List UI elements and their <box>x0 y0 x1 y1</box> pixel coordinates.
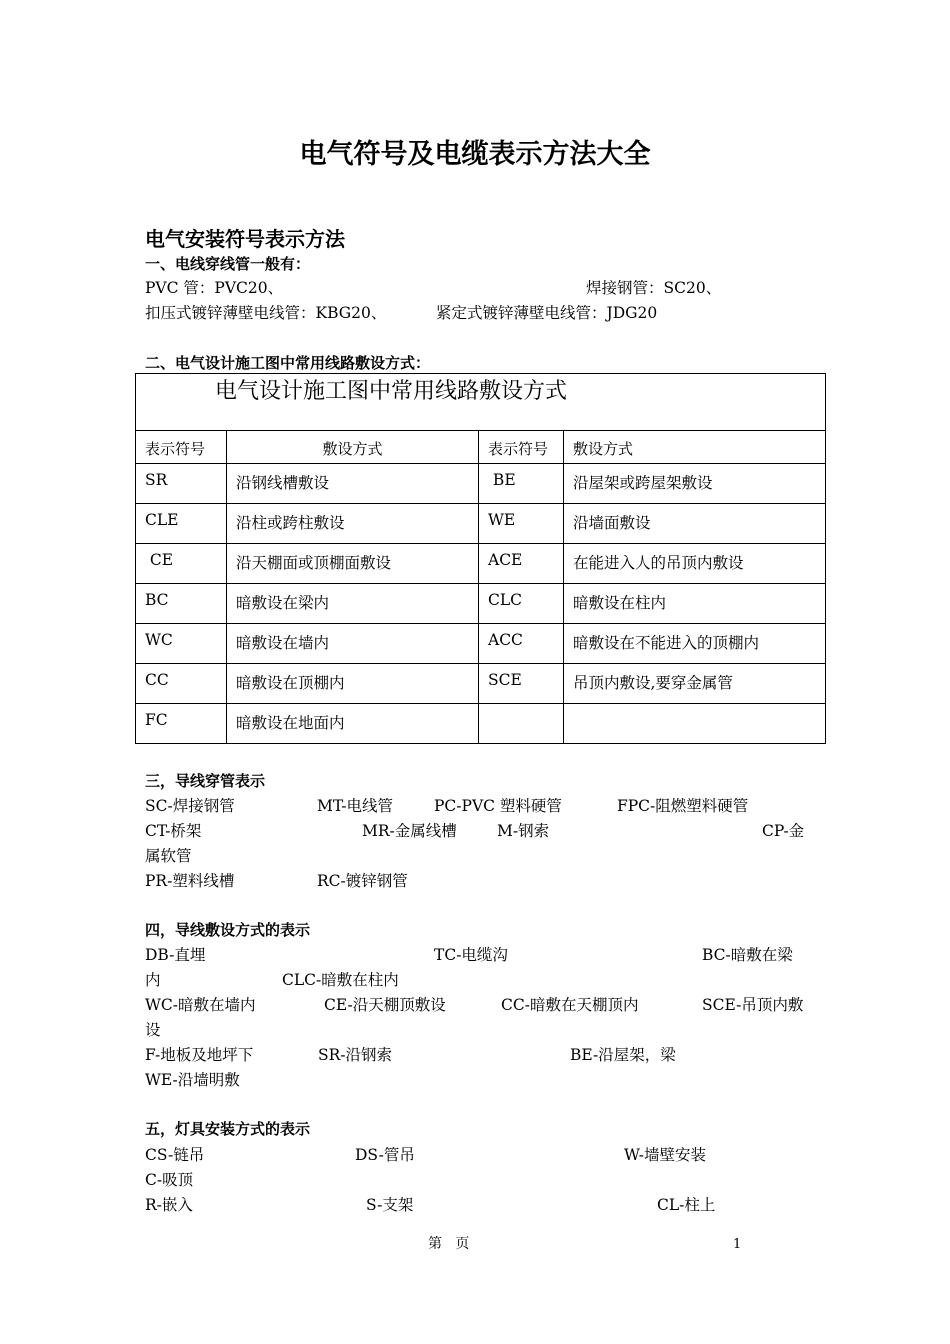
s4-item: DB-直埋 <box>145 946 206 964</box>
s1-jdg: 紧定式镀锌薄壁电线管：JDG20 <box>436 304 658 322</box>
header-symbol: 表示符号 <box>479 431 564 464</box>
table-caption-cell <box>136 374 826 431</box>
s3-item: CP-金 <box>762 822 805 840</box>
table-header-row <box>136 431 826 464</box>
method-cell: 暗敷设在地面内 <box>227 704 479 744</box>
s1-pvc: PVC 管：PVC20、 <box>145 279 284 297</box>
header-method: 敷设方式 <box>227 431 479 464</box>
method-cell: 沿墙面敷设 <box>564 504 826 544</box>
table-row <box>136 664 826 704</box>
method-cell: 沿天棚面或顶棚面敷设 <box>227 544 479 584</box>
symbol-cell: CLE <box>136 504 227 544</box>
s5-item: W-墙壁安装 <box>624 1146 707 1164</box>
s3-item: PR-塑料线槽 <box>145 872 235 890</box>
s4-item: WE-沿墙明敷 <box>145 1071 240 1089</box>
symbol-cell: BC <box>136 584 227 624</box>
s4-item: CC-暗敷在天棚顶内 <box>501 996 639 1014</box>
s1-sc: 焊接钢管：SC20、 <box>586 279 722 297</box>
s5-item: DS-管吊 <box>355 1146 415 1164</box>
s2-heading: 二、电气设计施工图中常用线路敷设方式： <box>145 354 431 372</box>
s4-item: SR-沿钢索 <box>318 1046 393 1064</box>
symbol-cell: CLC <box>479 584 564 624</box>
method-cell: 沿屋架或跨屋架敷设 <box>564 464 826 504</box>
header-method: 敷设方式 <box>564 431 826 464</box>
table-row <box>136 464 826 504</box>
s4-item: BC-暗敷在梁 <box>702 946 793 964</box>
s3-item: PC-PVC 塑料硬管 <box>434 797 562 815</box>
s5-item: CL-柱上 <box>657 1196 716 1214</box>
s5-heading: 五，灯具安装方式的表示 <box>145 1120 311 1138</box>
footer-page-label: 第 页 <box>428 1236 470 1252</box>
method-cell: 吊顶内敷设,要穿金属管 <box>564 664 826 704</box>
table-row <box>136 704 826 744</box>
symbol-cell: SCE <box>479 664 564 704</box>
s3-item: MT-电线管 <box>317 797 393 815</box>
document-title: 电气符号及电缆表示方法大全 <box>299 139 651 170</box>
symbol-cell: CC <box>136 664 227 704</box>
method-cell: 暗敷设在墙内 <box>227 624 479 664</box>
s4-item: CE-沿天棚顶敷设 <box>324 996 446 1014</box>
s4-item: TC-电缆沟 <box>434 946 508 964</box>
table-row <box>136 624 826 664</box>
s5-item: R-嵌入 <box>145 1196 193 1214</box>
s4-item: 设 <box>145 1021 161 1039</box>
s4-item: WC-暗敷在墙内 <box>145 996 256 1014</box>
header-symbol: 表示符号 <box>136 431 227 464</box>
method-cell: 暗敷设在顶棚内 <box>227 664 479 704</box>
table-row <box>136 584 826 624</box>
s3-item: M-钢索 <box>497 822 550 840</box>
s4-heading: 四，导线敷设方式的表示 <box>145 921 311 939</box>
s1-kbg: 扣压式镀锌薄壁电线管：KBG20、 <box>145 304 387 322</box>
method-cell <box>564 704 826 744</box>
s3-item: SC-焊接钢管 <box>145 797 235 815</box>
method-cell: 暗敷设在梁内 <box>227 584 479 624</box>
method-cell: 沿柱或跨柱敷设 <box>227 504 479 544</box>
s4-item: BE-沿屋架，梁 <box>570 1046 676 1064</box>
symbol-cell: BE <box>479 464 564 504</box>
s1-heading: 一、电线穿线管一般有： <box>145 255 311 273</box>
s3-item: 属软管 <box>145 847 192 865</box>
s3-item: CT-桥架 <box>145 822 202 840</box>
s3-item: FPC-阻燃塑料硬管 <box>617 797 749 815</box>
table-row <box>136 544 826 584</box>
method-cell: 在能进入人的吊顶内敷设 <box>564 544 826 584</box>
section-heading: 电气安装符号表示方法 <box>145 227 345 251</box>
s4-item: F-地板及地坪下 <box>145 1046 254 1064</box>
s3-item: RC-镀锌钢管 <box>317 872 408 890</box>
s3-heading: 三，导线穿管表示 <box>145 772 266 790</box>
symbol-cell: ACC <box>479 624 564 664</box>
s4-item: CLC-暗敷在柱内 <box>282 971 399 989</box>
s4-item: 内 <box>145 971 161 989</box>
s5-item: CS-链吊 <box>145 1146 205 1164</box>
symbol-cell: WE <box>479 504 564 544</box>
symbol-cell: SR <box>136 464 227 504</box>
table-caption: 电气设计施工图中常用线路敷设方式 <box>215 379 568 404</box>
symbol-cell: CE <box>136 544 227 584</box>
laying-method-table <box>135 373 826 744</box>
symbol-cell: WC <box>136 624 227 664</box>
table-row <box>136 504 826 544</box>
s5-item: C-吸顶 <box>145 1171 194 1189</box>
symbol-cell: FC <box>136 704 227 744</box>
footer-page-number: 1 <box>733 1237 742 1252</box>
symbol-cell: ACE <box>479 544 564 584</box>
method-cell: 暗敷设在不能进入的顶棚内 <box>564 624 826 664</box>
method-cell: 沿钢线槽敷设 <box>227 464 479 504</box>
s3-item: MR-金属线槽 <box>362 822 457 840</box>
symbol-cell <box>479 704 564 744</box>
method-cell: 暗敷设在柱内 <box>564 584 826 624</box>
s4-item: SCE-吊顶内敷 <box>702 996 804 1014</box>
s5-item: S-支架 <box>366 1196 414 1214</box>
